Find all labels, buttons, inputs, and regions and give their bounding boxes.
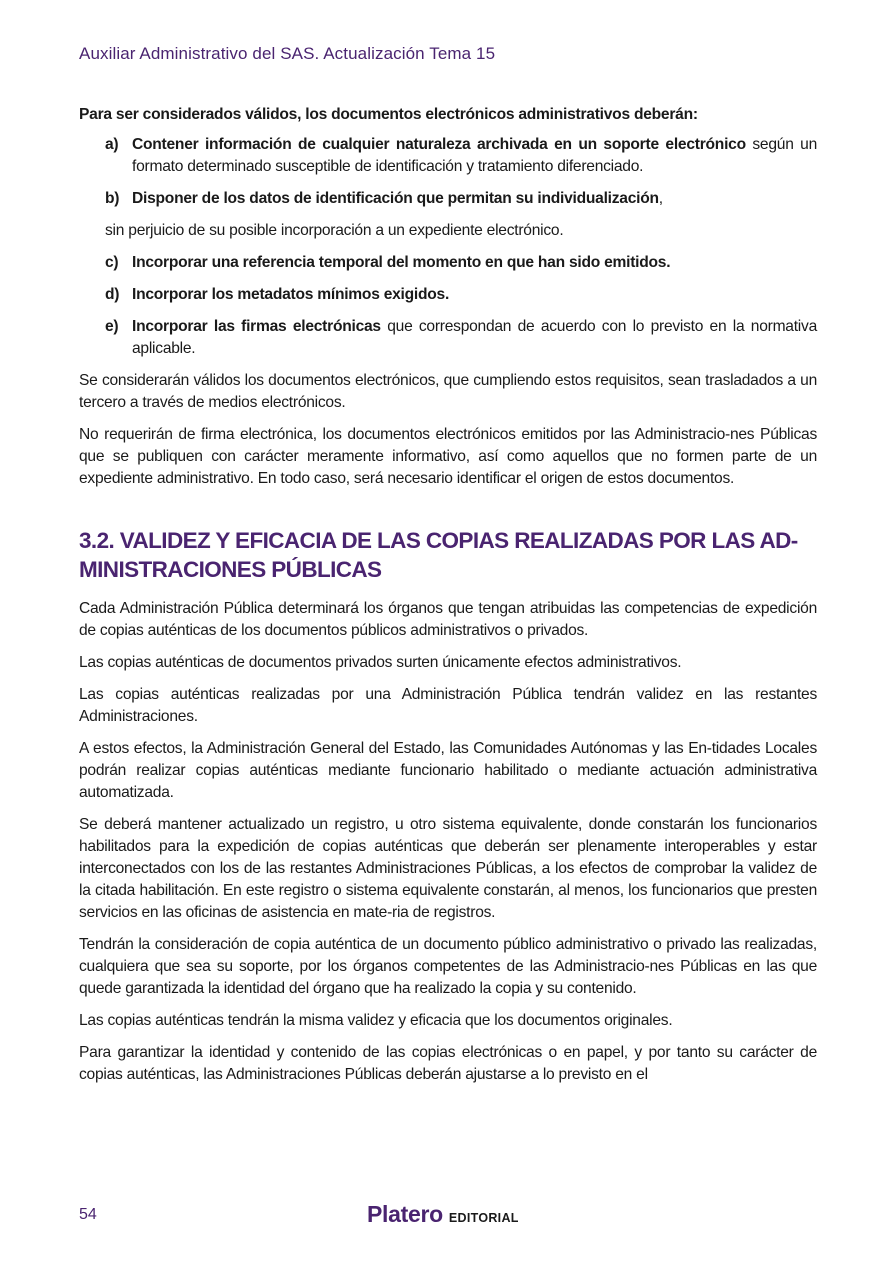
page-content [79,104,817,1096]
requirement-b-continuation: sin perjuicio de su posible incorporación a un expediente electrónico. [105,222,564,239]
paragraph: Para garantizar la identidad y contenido de las copias electrónicas o en papel, y por tanto su carácter de copias auténticas, las Administraciones Públicas deberán ajustarse a lo previsto en el [79,1044,817,1083]
requirements-intro: Para ser considerados válidos, los documentos electrónicos administrativos deberán: [79,106,698,123]
section-title: 3.2. VALIDEZ Y EFICACIA DE LAS COPIAS REALIZADAS POR LAS AD-MINISTRACIONES PÚBLICAS [79,528,798,582]
publisher-suffix: EDITORIAL [448,1211,519,1225]
list-marker: d) [105,286,120,303]
publisher-name: Platero [367,1201,443,1227]
page-number: 54 [79,1206,97,1223]
requirement-bold-text: Contener información de cualquier naturaleza archivada en un soporte electrónico [132,136,746,153]
paragraph: Se deberá mantener actualizado un registro, u otro sistema equivalente, donde constarán los funcionarios habilitados para la expedición de copias auténticas que deberán ser plenamente interoperables y estar interconectados con los de las restantes Administraciones Públicas, a los efectos de comprobar la validez de la citada habilitación. En este registro o sistema equivalente constarán, al menos, los funcionarios que presten servicios en las oficinas de asistencia en mate-ria de registros. [79,816,817,921]
list-marker: a) [105,136,119,153]
paragraph: A estos efectos, la Administración General del Estado, las Comunidades Autónomas y las En-tidades Locales podrán realizar copias auténticas mediante funcionario habilitado o mediante actuación administrativa automatizada. [79,740,817,801]
publisher-logo [367,1201,519,1228]
paragraph: No requerirán de firma electrónica, los documentos electrónicos emitidos por las Administracio-nes Públicas que se publiquen con carácter meramente informativo, así como aquellos que no formen parte de un expediente administrativo. En todo caso, será necesario identificar el origen de estos documentos. [79,426,817,487]
list-marker: b) [105,190,120,207]
paragraph: Las copias auténticas tendrán la misma validez y eficacia que los documentos originales. [79,1012,673,1029]
requirement-item-c [79,252,817,274]
requirement-text: según un formato determinado susceptible de identificación y tratamiento diferenciado. [132,136,817,175]
requirement-bold-text: Disponer de los datos de identificación que permitan su individualización [132,190,659,207]
requirement-text: , [658,190,663,207]
paragraph: Cada Administración Pública determinará los órganos que tengan atribuidas las competencias de expedición de copias auténticas de los documentos públicos administrativos o privados. [79,600,817,639]
paragraph: Las copias auténticas realizadas por una Administración Pública tendrán validez en las restantes Administraciones. [79,686,817,725]
list-marker: c) [105,254,119,271]
requirement-bold-text: Incorporar los metadatos mínimos exigidos. [132,286,450,303]
paragraph: Las copias auténticas de documentos privados surten únicamente efectos administrativos. [79,654,682,671]
requirement-item-e [79,316,817,360]
requirement-bold-text: Incorporar una referencia temporal del momento en que han sido emitidos. [132,254,671,271]
list-marker: e) [105,318,119,335]
paragraph: Tendrán la consideración de copia auténtica de un documento público administrativo o privado las realizadas, cualquiera que sea su soporte, por los órganos competentes de las Administracio-nes Públicas en las que quede garantizada la identidad del órgano que ha realizado la copia y su contenido. [79,936,817,997]
requirement-item-b [79,188,817,210]
requirement-text: que correspondan de acuerdo con lo previsto en la normativa aplicable. [132,318,817,357]
paragraph: Se considerarán válidos los documentos electrónicos, que cumpliendo estos requisitos, sean trasladados a un tercero a través de medios electrónicos. [79,372,817,411]
requirement-item-d [79,284,817,306]
requirement-bold-text: Incorporar las firmas electrónicas [132,318,381,335]
running-header: Auxiliar Administrativo del SAS. Actualización Tema 15 [79,44,496,63]
requirement-item-a [79,134,817,178]
